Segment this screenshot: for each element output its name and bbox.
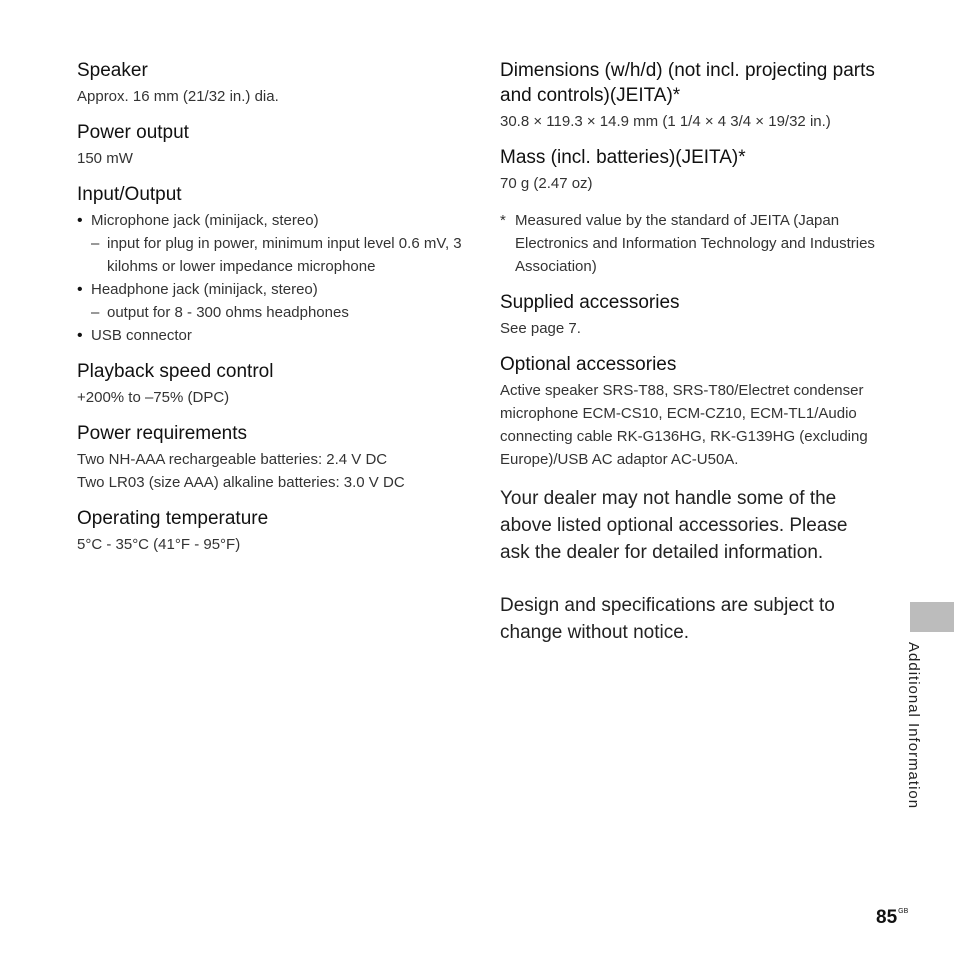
power-requirements-line: Two NH-AAA rechargeable batteries: 2.4 V DC bbox=[77, 451, 388, 468]
input-output-spec bbox=[77, 182, 469, 347]
optional-accessories-spec bbox=[500, 352, 882, 471]
mass-heading: Mass (incl. batteries)(JEITA)* bbox=[500, 147, 746, 168]
operating-temperature-heading: Operating temperature bbox=[77, 508, 269, 529]
power-requirements-spec bbox=[77, 421, 469, 494]
footnote-text: Measured value by the standard of JEITA (Japan Electronics and Information Technology and Industries Association) bbox=[515, 212, 875, 275]
section-side-label: Additional Information bbox=[905, 642, 922, 810]
left-column bbox=[77, 58, 469, 568]
list-item: • USB connector bbox=[77, 324, 469, 347]
input-output-list bbox=[77, 209, 469, 347]
speaker-value: Approx. 16 mm (21/32 in.) dia. bbox=[77, 88, 279, 105]
list-subitem bbox=[77, 232, 469, 278]
jeita-footnote bbox=[500, 209, 882, 278]
dimensions-value: 30.8 × 119.3 × 14.9 mm (1 1/4 × 4 3/4 × 19/32 in.) bbox=[500, 113, 831, 130]
power-requirements-line: Two LR03 (size AAA) alkaline batteries: 3.0 V DC bbox=[77, 474, 405, 491]
power-output-value: 150 mW bbox=[77, 150, 133, 167]
page-number-suffix: GB bbox=[898, 908, 909, 915]
dimensions-spec bbox=[500, 58, 882, 133]
input-output-heading: Input/Output bbox=[77, 184, 182, 205]
playback-speed-value: +200% to –75% (DPC) bbox=[77, 389, 230, 406]
dash-mark: – bbox=[91, 304, 100, 321]
list-subitem bbox=[77, 301, 469, 324]
dash-mark: – bbox=[91, 235, 100, 252]
power-output-heading: Power output bbox=[77, 122, 189, 143]
page-number bbox=[876, 907, 908, 929]
operating-temperature-spec bbox=[77, 506, 469, 556]
right-column bbox=[500, 58, 882, 646]
supplied-accessories-value: See page 7. bbox=[500, 320, 581, 337]
list-item: • Headphone jack (minijack, stereo) bbox=[77, 278, 469, 301]
list-item: • Microphone jack (minijack, stereo) bbox=[77, 209, 469, 232]
playback-speed-spec bbox=[77, 359, 469, 409]
optional-accessories-heading: Optional accessories bbox=[500, 354, 677, 375]
supplied-accessories-spec bbox=[500, 290, 882, 340]
footnote-mark: * bbox=[500, 212, 506, 229]
operating-temperature-value: 5°C - 35°C (41°F - 95°F) bbox=[77, 536, 241, 553]
power-output-spec bbox=[77, 120, 469, 170]
section-tab-marker bbox=[910, 602, 954, 632]
power-requirements-heading: Power requirements bbox=[77, 423, 248, 444]
list-subitem-text: output for 8 - 300 ohms headphones bbox=[107, 304, 349, 321]
page-number-value: 85 bbox=[876, 907, 898, 928]
speaker-heading: Speaker bbox=[77, 60, 148, 81]
optional-accessories-value: Active speaker SRS-T88, SRS-T80/Electret condenser microphone ECM-CS10, ECM-CZ10, ECM-TL1/Audio connecting cable RK-G136HG, RK-G139HG (excluding Europe)/USB AC adaptor AC-U50A. bbox=[500, 382, 868, 468]
playback-speed-heading: Playback speed control bbox=[77, 361, 274, 382]
mass-spec bbox=[500, 145, 882, 195]
dealer-note: Your dealer may not handle some of the above listed optional accessories. Please ask the dealer for detailed information. bbox=[500, 488, 848, 563]
list-subitem-text: input for plug in power, minimum input level 0.6 mV, 3 kilohms or lower impedance microphone bbox=[107, 235, 462, 275]
dimensions-heading: Dimensions (w/h/d) (not incl. projecting parts and controls)(JEITA)* bbox=[500, 60, 875, 106]
supplied-accessories-heading: Supplied accessories bbox=[500, 292, 680, 313]
specifications-note: Design and specifications are subject to change without notice. bbox=[500, 595, 835, 643]
mass-value: 70 g (2.47 oz) bbox=[500, 175, 593, 192]
speaker-spec bbox=[77, 58, 469, 108]
